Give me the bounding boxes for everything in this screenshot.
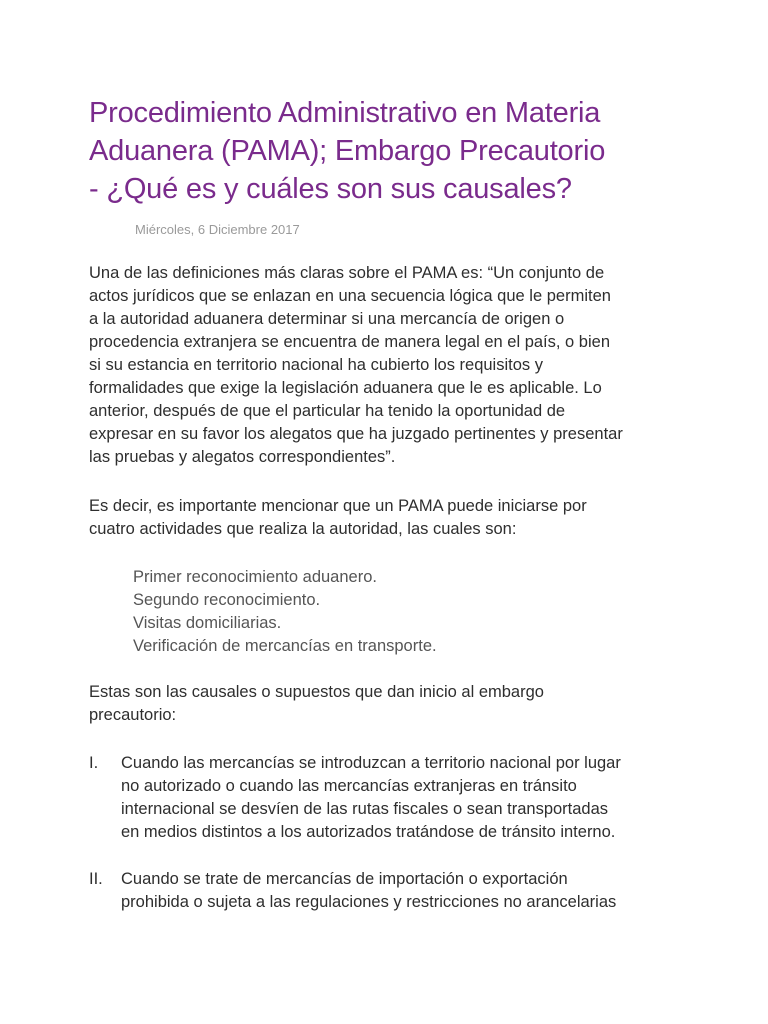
text-line: formalidades que exige la legislación aduanera que le es aplicable. Lo (89, 379, 602, 397)
page-title (89, 94, 729, 208)
title-line: Aduanera (PAMA); Embargo Precautorio (89, 135, 606, 167)
text-line: a la autoridad aduanera determinar si una mercancía de origen o (89, 310, 565, 328)
text-line: Es decir, es importante mencionar que un PAMA puede iniciarse por (89, 497, 587, 515)
text-line: Cuando las mercancías se introduzcan a territorio nacional por lugar (121, 754, 621, 772)
text-line: precautorio: (89, 706, 177, 724)
causales-intro-paragraph (89, 681, 729, 727)
activities-intro-paragraph (89, 495, 729, 541)
causal-text (121, 868, 616, 914)
list-item: Visitas domiciliarias. (133, 614, 282, 632)
list-item: Verificación de mercancías en transporte. (133, 637, 437, 655)
text-line: en medios distintos a los autorizados tratándose de tránsito interno. (121, 823, 616, 841)
title-line: - ¿Qué es y cuáles son sus causales? (89, 173, 572, 205)
roman-numeral: I. (89, 754, 99, 772)
definition-paragraph (89, 262, 729, 469)
text-line: cuatro actividades que realiza la autoridad, las cuales son: (89, 520, 517, 538)
text-line: Una de las definiciones más claras sobre el PAMA es: “Un conjunto de (89, 264, 605, 282)
text-line: Estas son las causales o supuestos que dan inicio al embargo (89, 683, 544, 701)
text-line: anterior, después de que el particular ha tenido la oportunidad de (89, 402, 566, 420)
title-line: Procedimiento Administrativo en Materia (89, 97, 601, 129)
causal-text (121, 752, 621, 844)
text-line: Cuando se trate de mercancías de importación o exportación (121, 870, 568, 888)
publish-date: Miércoles, 6 Diciembre 2017 (135, 222, 300, 237)
text-line: procedencia extranjera se encuentra de manera legal en el país, o bien (89, 333, 611, 351)
activities-list (133, 566, 437, 658)
roman-numeral: II. (89, 870, 103, 888)
list-item: Segundo reconocimiento. (133, 591, 321, 609)
text-line: si su estancia en territorio nacional ha cubierto los requisitos y (89, 356, 543, 374)
list-item: Primer reconocimiento aduanero. (133, 568, 377, 586)
text-line: expresar en su favor los alegatos que ha juzgado pertinentes y presentar (89, 425, 623, 443)
text-line: internacional se desvíen de las rutas fiscales o sean transportadas (121, 800, 609, 818)
text-line: las pruebas y alegatos correspondientes”. (89, 448, 396, 466)
text-line: actos jurídicos que se enlazan en una secuencia lógica que le permiten (89, 287, 611, 305)
text-line: no autorizado o cuando las mercancías extranjeras en tránsito (121, 777, 577, 795)
text-line: prohibida o sujeta a las regulaciones y restricciones no arancelarias (121, 893, 617, 911)
